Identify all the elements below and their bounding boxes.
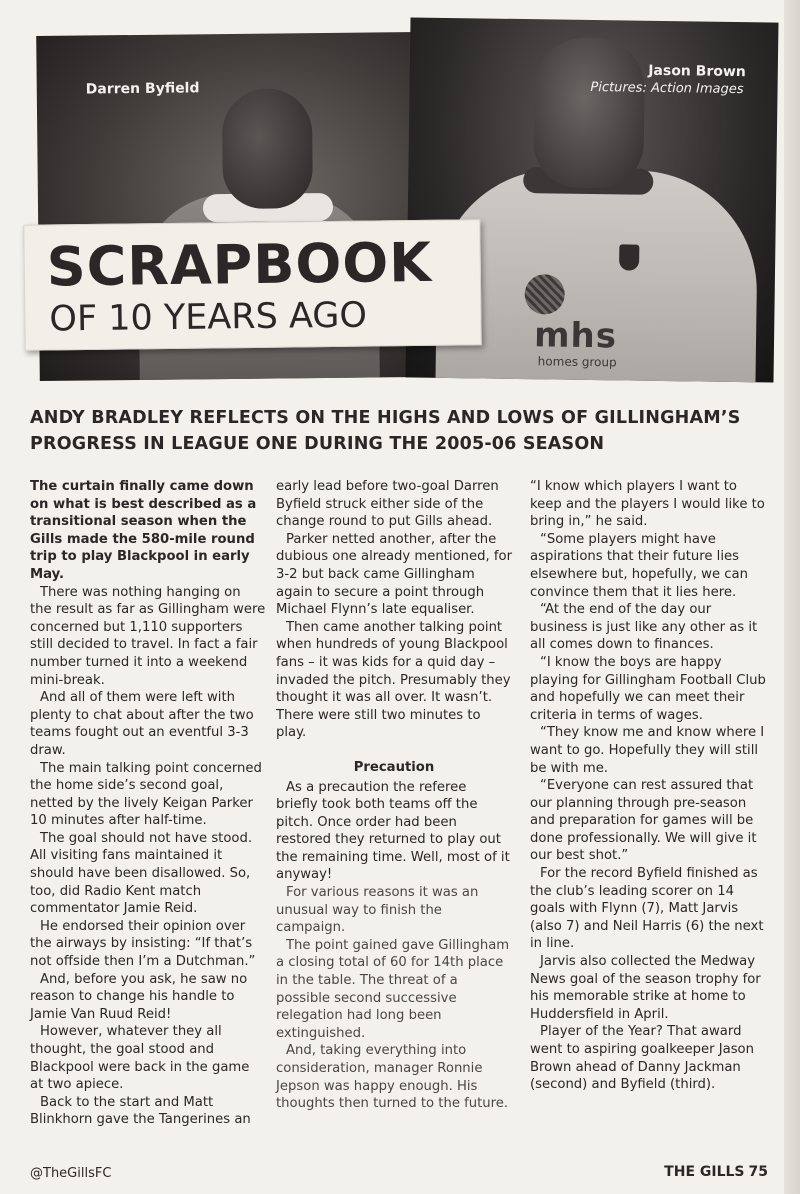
paragraph: And, before you ask, he saw no reason to change his handle to Jamie Van Ruud Reid! <box>30 971 248 1022</box>
paragraph: “I know the boys are happy playing for Gillingham Football Club and hopefully we can meet their criteria in terms of wages. <box>530 654 766 723</box>
paragraph: The point gained gave Gillingham a closing total of 60 for 14th place in the table. The threat of a possible second successive relegation had long been extinguished. <box>276 937 510 1041</box>
photo-caption-left: Darren Byfield <box>85 80 200 98</box>
paragraph: “They know me and know where I want to go. Hopefully they will still be with me. <box>530 725 765 776</box>
paragraph: “At the end of the day our business is just like any other as it all comes down to finances. <box>530 602 758 653</box>
page-number: 75 <box>748 1164 768 1180</box>
paragraph: Player of the Year? That award went to aspiring goalkeeper Jason Brown ahead of Danny Jackman (second) and Byfield (third). <box>530 1024 754 1093</box>
paragraph: early lead before two-goal Darren Byfield struck either side of the change round to put Gills ahead. <box>276 479 499 530</box>
magazine-name: THE GILLS <box>664 1164 745 1180</box>
paragraph: He endorsed their opinion over the airways by insisting: “If that’s not offside then I’m a Dutchman.” <box>30 918 256 970</box>
section-subheading: Precaution <box>353 759 435 775</box>
paragraph: Parker netted another, after the dubious one already mentioned, for 3-2 but back came Gillingham again to secure a point through Michael Flynn’s late equaliser. <box>276 531 513 618</box>
sponsor-subtitle: homes group <box>537 354 617 370</box>
photo-caption-right: Jason Brown <box>648 62 746 81</box>
club-crest-icon <box>619 244 639 270</box>
article-column-2 <box>276 478 512 1113</box>
page-edge <box>784 0 800 1194</box>
paragraph: Jarvis also collected the Medway News goal of the season trophy for his memorable strike at home to Huddersfield in April. <box>530 954 761 1022</box>
standfirst: ANDY BRADLEY REFLECTS ON THE HIGHS AND LOWS OF GILLINGHAM’S PROGRESS IN LEAGUE ONE DURING THE 2005-06 SEASON <box>30 408 741 454</box>
paragraph: “Everyone can rest assured that our planning through pre-season and preparation for games will be done professionally. We will give it our best shot.” <box>530 778 757 864</box>
paragraph: The main talking point concerned the home side’s second goal, netted by the lively Keigan Parker 10 minutes after half-time. <box>30 760 262 829</box>
article-column-1 <box>30 478 266 1129</box>
page-subtitle: OF 10 YEARS AGO <box>49 295 368 340</box>
twitter-handle: @TheGillsFC <box>30 1166 112 1181</box>
sponsor-name: mhs <box>533 315 618 357</box>
title-card <box>23 219 482 351</box>
paragraph: And, taking everything into consideration, manager Ronnie Jepson was happy enough. His thoughts then turned to the future. <box>276 1043 509 1112</box>
page-title: SCRAPBOOK <box>46 230 433 299</box>
paragraph: The goal should not have stood. All visiting fans maintained it should have been disallowed. So, too, did Radio Kent match commentator Jamie Reid. <box>30 830 253 917</box>
paragraph: Then came another talking point when hundreds of young Blackpool fans – it was kids for a quid day – invaded the pitch. Presumably they thought it was all over. It wasn’t. There were still two minutes to play. <box>276 619 511 741</box>
paragraph: The curtain finally came down on what is best described as a transitional season when the Gills made the 580-mile round trip to play Blackpool in early May. <box>30 479 257 582</box>
paragraph: Back to the start and Matt Blinkhorn gave the Tangerines an <box>30 1094 251 1128</box>
paragraph: And all of them were left with plenty to chat about after the two teams fought out an eventful 3-3 draw. <box>30 690 254 758</box>
paragraph: However, whatever they all thought, the goal stood and Blackpool were back in the game at two apiece. <box>30 1024 250 1093</box>
player-head <box>222 88 313 209</box>
paragraph: “Some players might have aspirations that their future lies elsewhere but, hopefully, we can convince them that it lies here. <box>530 531 748 600</box>
player-head <box>533 37 645 189</box>
paragraph: For various reasons it was an unusual way to finish the campaign. <box>276 885 479 936</box>
paragraph: For the record Byfield finished as the club’s leading scorer on 14 goals with Flynn (7), Matt Jarvis (also 7) and Neil Harris (6) the next in line. <box>530 866 764 952</box>
photo-credit: Pictures: Action Images <box>590 79 744 98</box>
paragraph: There was nothing hanging on the result as far as Gillingham were concerned but 1,110 supporters still decided to travel. In fact a fair number turned it into a weekend mini-break. <box>30 584 266 688</box>
paragraph: As a precaution the referee briefly took both teams off the pitch. Once order had been restored they returned to play out the remaining time. Well, most of it anyway! <box>276 779 510 883</box>
article-column-3 <box>530 478 766 1094</box>
page-footer <box>664 1164 768 1180</box>
paragraph: “I know which players I want to keep and the players I would like to bring in,” he said. <box>530 479 765 530</box>
